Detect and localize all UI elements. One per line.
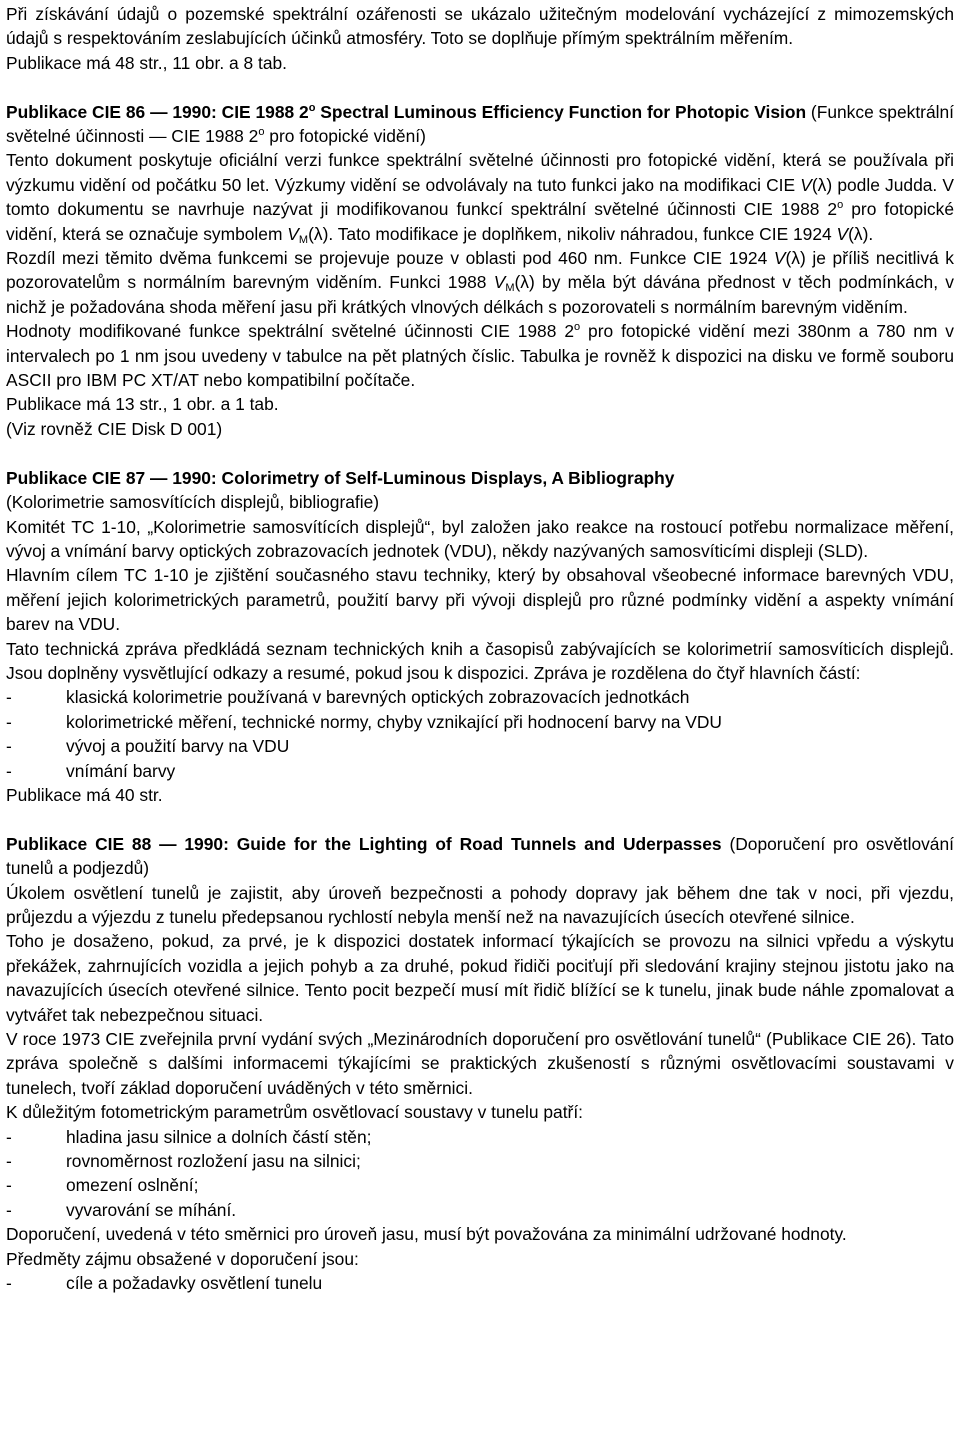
cie88-paragraph-1: Úkolem osvětlení tunelů je zajistit, aby úroveň bezpečnosti a pohody dopravy jak během dne tak v noci, při vjezdu, průjezdu a výjezdu z tunelu předepsanou rychlostí nebyla menší než na navazujících úsecích otevřené silnice. <box>6 882 954 927</box>
cie86-heading: Publikace CIE 86 — 1990: CIE 1988 2$^o$ Spectral Luminous Efficiency Function for Photopic Vision (Funkce spektrální světelné účinnosti — CIE 1988 2$^o$ pro fotopické vidění) <box>6 101 954 147</box>
cie86-paragraph-2: Rozdíl mezi těmito dvěma funkcemi se projevuje pouze v oblasti pod 460 nm. Funkce CIE 1924 V(λ) je příliš necitlivá k pozorovatelům s normálním barevným viděním. Funkci 1988 $V_M(\lambda)$ by měla být dávána přednost v těch podmínkách, v nichž je požadována shoda měření jasu při krátkých vlnových délkách s pozorovateli s normálním barevným viděním. <box>6 248 954 317</box>
cie88-heading: Publikace CIE 88 — 1990: Guide for the Lighting of Road Tunnels and Uderpasses (Doporučení pro osvětlování tunelů a podjezdů) <box>6 833 954 879</box>
cie88-list <box>6 1125 954 1223</box>
intro-paragraph: Při získávání údajů o pozemské spektrální ozářenosti se ukázalo užitečným modelování vycházející z mimozemských údajů s respektováním zeslabujících účinků atmosféry. Toto se doplňuje přímým spektrálním měřením. <box>6 4 954 49</box>
cie86-paragraph-1: Tento dokument poskytuje oficiální verzi funkce spektrální světelné účinnosti pro fotopické vidění, která se používala při výzkumu vidění od počátku 50 let. Výzkumy vidění se odvolávaly na tuto funkci jako na modifikaci CIE V(λ) podle Judda. V tomto dokumentu se navrhuje nazývat ji modifikovanou funkcí spektrální světelné účinnosti CIE 1988 2$^o$ pro fotopické vidění, která se označuje symbolem $V_M(\lambda)$. Tato modifikace je doplňkem, nikoliv náhradou, funkce CIE 1924 V(λ). <box>6 150 954 246</box>
cie86-reference: (Viz rovněž CIE Disk D 001) <box>6 418 223 439</box>
list-item: - hladina jasu silnice a dolních částí stěn; <box>6 1126 372 1147</box>
cie88-paragraph-2: Toho je dosaženo, pokud, za prvé, je k dispozici dostatek informací týkajících se provozu na silnici vpředu a výskytu překážek, zahrnujících vozidla a jejich pohyb a za druhé, pokud řidiči pociťují při sledování krajiny stejnou jistotu jako na navazujících úsecích otevřené silnice. Tento pocit bezpečí musí mít řidič blížící se k tunelu, jinak bude náhle zpomalovat a vytvářet tak nebezpečnou situaci. <box>6 931 954 1025</box>
cie87-paragraph-3: Tato technická zpráva předkládá seznam technických knih a časopisů zabývajících se kolorimetrií samosvíticích displejů. Jsou doplněny vysvětlující odkazy a resumé, pokud jsou k dispozici. Zpráva je rozdělena do čtyř hlavních částí: <box>6 638 954 683</box>
list-item: - omezení oslnění; <box>6 1175 199 1196</box>
intro-publication-info: Publikace má 48 str., 11 obr. a 8 tab. <box>6 52 287 73</box>
list-item: - vnímání barvy <box>6 760 176 781</box>
list-item: - cíle a požadavky osvětlení tunelu <box>6 1273 323 1294</box>
cie87-list <box>6 685 954 783</box>
list-item: - vyvarování se míhání. <box>6 1199 237 1220</box>
cie88-paragraph-4: K důležitým fotometrickým parametrům osvětlovací soustavy v tunelu patří: <box>6 1102 584 1123</box>
cie88-list-2 <box>6 1271 954 1295</box>
cie86-publication-info: Publikace má 13 str., 1 obr. a 1 tab. <box>6 394 279 415</box>
cie87-paragraph-1: Komitét TC 1-10, „Kolorimetrie samosvítících displejů“, byl založen jako reakce na rostoucí potřebu normalizace měření, vývoj a vnímání barvy optických zobrazovacích jednotek (VDU), někdy nazývaných samosvíticími displeji (SLD). <box>6 516 954 561</box>
cie87-subtitle: (Kolorimetrie samosvítících displejů, bibliografie) <box>6 492 380 513</box>
list-item: - rovnoměrnost rozložení jasu na silnici; <box>6 1151 361 1172</box>
cie86-paragraph-3: Hodnoty modifikované funkce spektrální světelné účinnosti CIE 1988 2$^o$ pro fotopické vidění mezi 380nm a 780 nm v intervalech po 1 nm jsou uvedeny v tabulce na pět platných číslic. Tabulka je rovněž k dispozici na disku ve formě souboru ASCII pro IBM PC XT/AT nebo kompatibilní počítače. <box>6 321 954 391</box>
list-item: - kolorimetrické měření, technické normy, chyby vznikající při hodnocení barvy na VDU <box>6 711 722 732</box>
cie87-heading: Publikace CIE 87 — 1990: Colorimetry of Self-Luminous Displays, A Bibliography <box>6 467 675 488</box>
cie87-paragraph-2: Hlavním cílem TC 1-10 je zjištění současného stavu techniky, který by obsahoval všeobecné informace barevných VDU, měření jejich kolorimetrických parametrů, použití barvy při vývoji displejů pro různé podmínky vidění a aspekty vnímání barev na VDU. <box>6 565 954 635</box>
cie87-publication-info: Publikace má 40 str. <box>6 784 163 805</box>
list-item: - vývoj a použití barvy na VDU <box>6 736 290 757</box>
cie88-paragraph-5: Doporučení, uvedená v této směrnici pro úroveň jasu, musí být považována za minimální udržované hodnoty. <box>6 1224 847 1245</box>
list-item: - klasická kolorimetrie používaná v barevných optických zobrazovacích jednotkách <box>6 687 690 708</box>
cie88-paragraph-6: Předměty zájmu obsažené v doporučení jsou: <box>6 1248 359 1269</box>
cie88-paragraph-3: V roce 1973 CIE zveřejnila první vydání svých „Mezinárodních doporučení pro osvětlování tunelů“ (Publikace CIE 26). Tato zpráva společně s dalšími informacemi týkajícími se praktických zkušeností s různými osvětlovacími soustavami v tunelech, tvoří základ doporučení uváděných v této směrnici. <box>6 1029 954 1098</box>
